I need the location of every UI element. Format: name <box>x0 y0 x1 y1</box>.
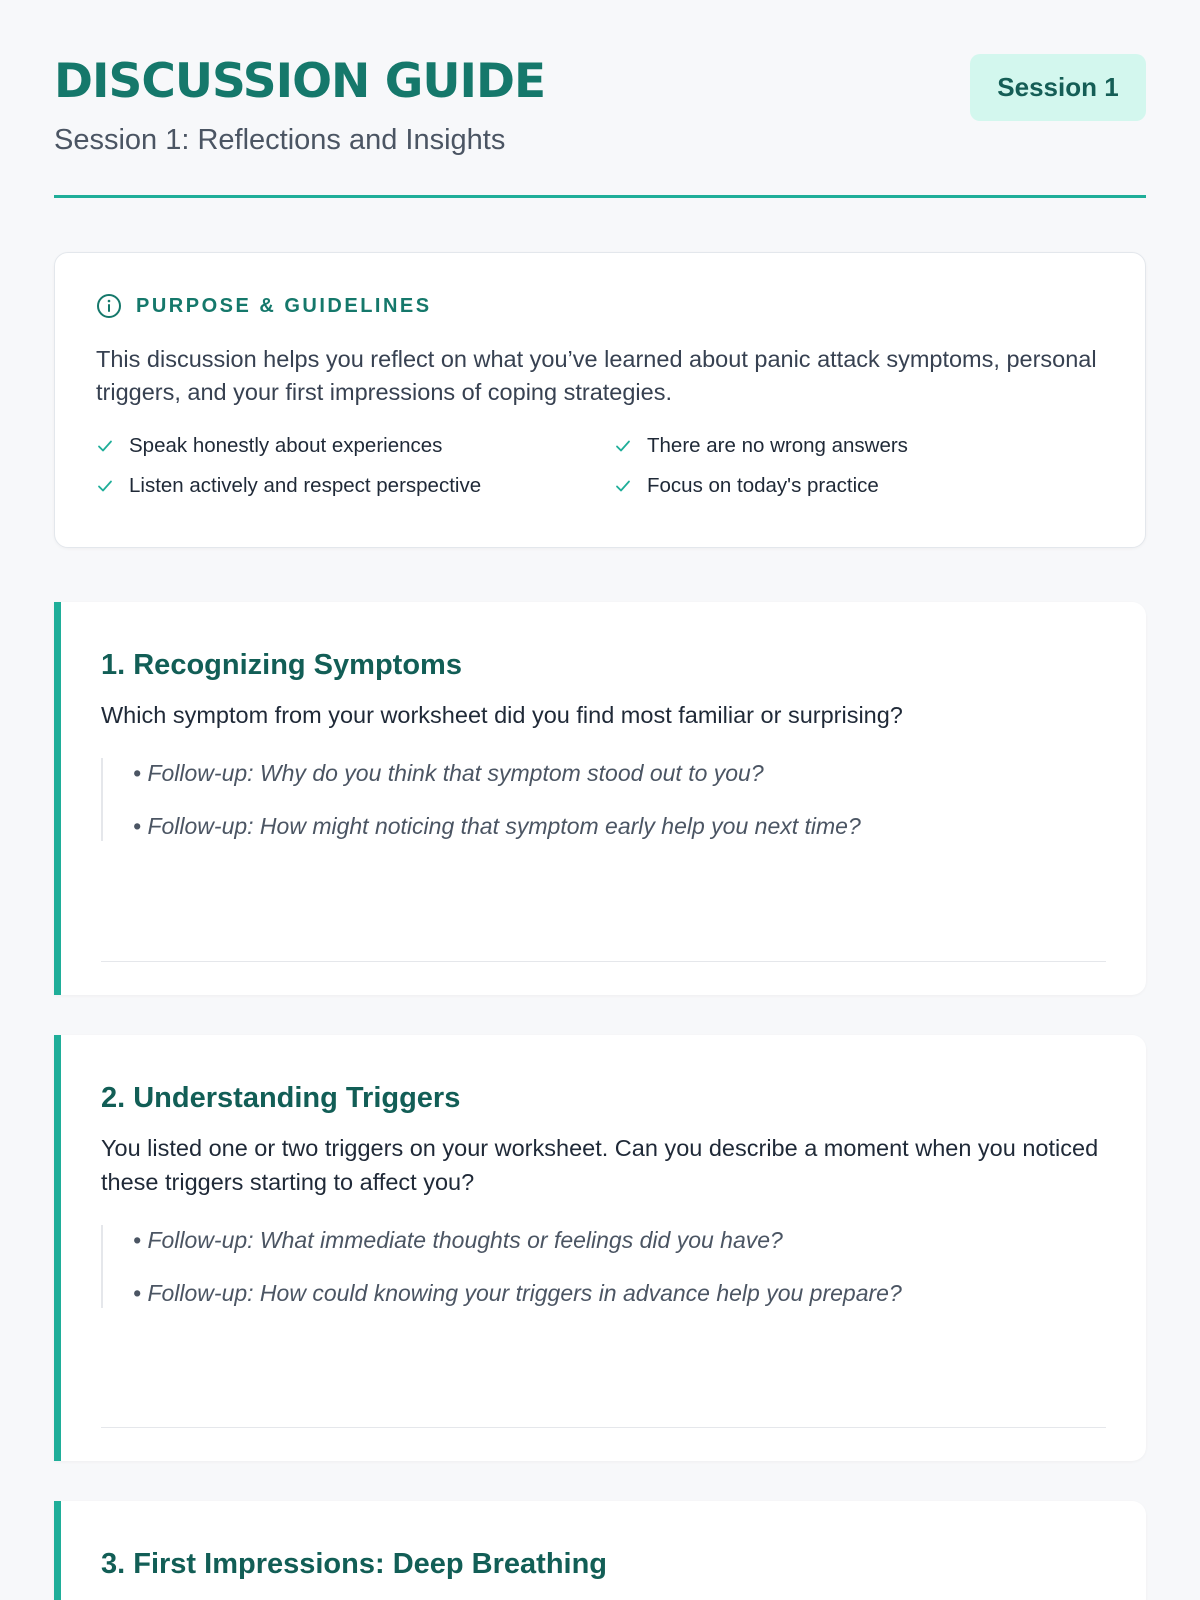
guideline-label: Focus on today's practice <box>647 473 879 497</box>
question-title: 3. First Impressions: Deep Breathing <box>101 1548 608 1580</box>
page-title: DISCUSSION GUIDE <box>54 54 546 109</box>
question-card-triggers <box>54 1035 1146 1461</box>
question-card-symptoms <box>54 602 1146 995</box>
check-icon <box>96 477 114 495</box>
purpose-card <box>54 252 1146 548</box>
question-text: Which symptom from your worksheet did you find most familiar or surprising? <box>101 702 903 728</box>
info-icon <box>96 293 122 319</box>
purpose-text: This discussion helps you reflect on what you’ve learned about panic attack symptoms, personal triggers, and your first impressions of coping strategies. <box>96 346 1097 405</box>
check-icon <box>614 477 632 495</box>
guidelines-list <box>96 433 1105 498</box>
guideline-item <box>614 433 1105 458</box>
followup-list <box>101 758 1106 841</box>
followup-item: • Follow-up: How could knowing your triggers in advance help you prepare? <box>133 1280 902 1306</box>
purpose-title: PURPOSE & GUIDELINES <box>136 294 432 317</box>
guideline-item <box>96 433 614 458</box>
answer-line <box>101 961 1106 962</box>
page-header <box>54 0 1146 198</box>
guideline-item <box>96 473 614 498</box>
question-card-breathing <box>54 1501 1146 1600</box>
followup-item: • Follow-up: Why do you think that symptom stood out to you? <box>133 760 764 786</box>
check-icon <box>96 437 114 455</box>
guideline-label: There are no wrong answers <box>647 433 908 457</box>
answer-line <box>101 1427 1106 1428</box>
followup-list <box>101 1225 1106 1308</box>
check-icon <box>614 437 632 455</box>
guideline-label: Speak honestly about experiences <box>129 433 443 457</box>
session-badge: Session 1 <box>970 54 1146 121</box>
question-text: You listed one or two triggers on your worksheet. Can you describe a moment when you noticed these triggers starting to affect you? <box>101 1135 1099 1195</box>
question-title: 1. Recognizing Symptoms <box>101 649 462 681</box>
question-title: 2. Understanding Triggers <box>101 1082 461 1114</box>
followup-item: • Follow-up: How might noticing that symptom early help you next time? <box>133 813 861 839</box>
followup-item: • Follow-up: What immediate thoughts or feelings did you have? <box>133 1227 783 1253</box>
guideline-label: Listen actively and respect perspective <box>129 473 482 497</box>
guideline-item <box>614 473 1105 498</box>
purpose-header <box>96 293 1105 319</box>
page-subtitle: Session 1: Reflections and Insights <box>54 124 506 156</box>
